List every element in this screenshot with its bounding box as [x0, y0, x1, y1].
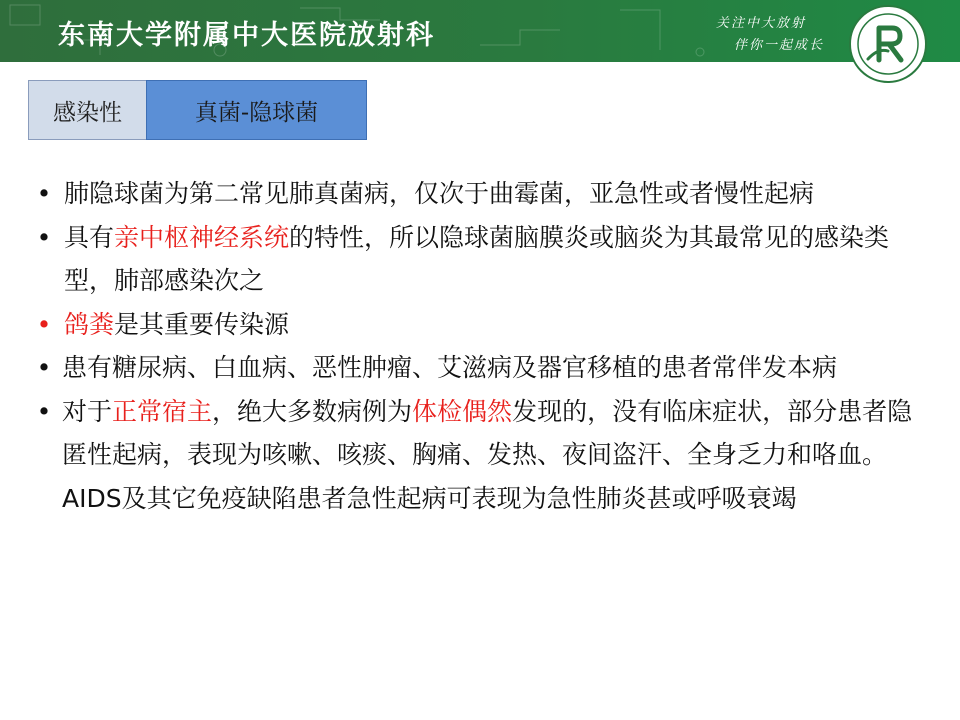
bullet-text: 对于 — [62, 396, 113, 426]
list-item — [34, 216, 934, 303]
list-item — [34, 172, 934, 216]
slogan-line1: 关注中大放射 — [716, 16, 807, 31]
category-tag: 感染性 — [28, 80, 147, 140]
slogan-line2: 伴你一起成长 — [734, 38, 825, 53]
list-item — [34, 303, 934, 347]
highlight-text: 亲中枢神经系统 — [114, 222, 290, 252]
list-item — [34, 346, 934, 390]
topic-tag: 真菌-隐球菌 — [146, 80, 367, 140]
bullet-dot: • — [36, 396, 52, 426]
bullet-text: 发现的，没有临床症状，部分患者隐匿性起病，表现为咳嗽、咳痰、胸痛、发热、夜间盗汗、全身乏力和咯血。AIDS及其它免疫缺陷患者急性起病可表现为急性肺炎甚或呼吸衰竭 — [62, 396, 913, 513]
list-item — [34, 390, 934, 521]
header-title: 东南大学附属中大医院放射科 — [58, 20, 435, 51]
bullet-list — [34, 172, 934, 520]
highlight-text: 体检偶然 — [412, 396, 513, 426]
bullet-dot: • — [36, 179, 52, 208]
header-banner — [0, 0, 960, 62]
bullet-text: 的特性，所以隐球菌脑膜炎或脑炎为其最常见的感染类型，肺部感染次之 — [64, 222, 890, 295]
bullet-dot: • — [36, 353, 52, 382]
bullet-dot: • — [36, 309, 52, 339]
bullet-text: 患有糖尿病、白血病、恶性肿瘤、艾滋病及器官移植的患者常伴发本病 — [62, 353, 838, 382]
bullet-text: 肺隐球菌为第二常见肺真菌病，仅次于曲霉菌，亚急性或者慢性起病 — [64, 179, 815, 208]
highlight-text: 鸽粪 — [64, 309, 115, 339]
bullet-text: 是其重要传染源 — [114, 309, 290, 339]
bullet-text: 具有 — [64, 222, 115, 252]
highlight-text: 正常宿主 — [112, 396, 213, 426]
bullet-text: ，绝大多数病例为 — [212, 396, 413, 426]
hospital-logo — [848, 4, 928, 84]
bullet-dot: • — [36, 222, 52, 252]
